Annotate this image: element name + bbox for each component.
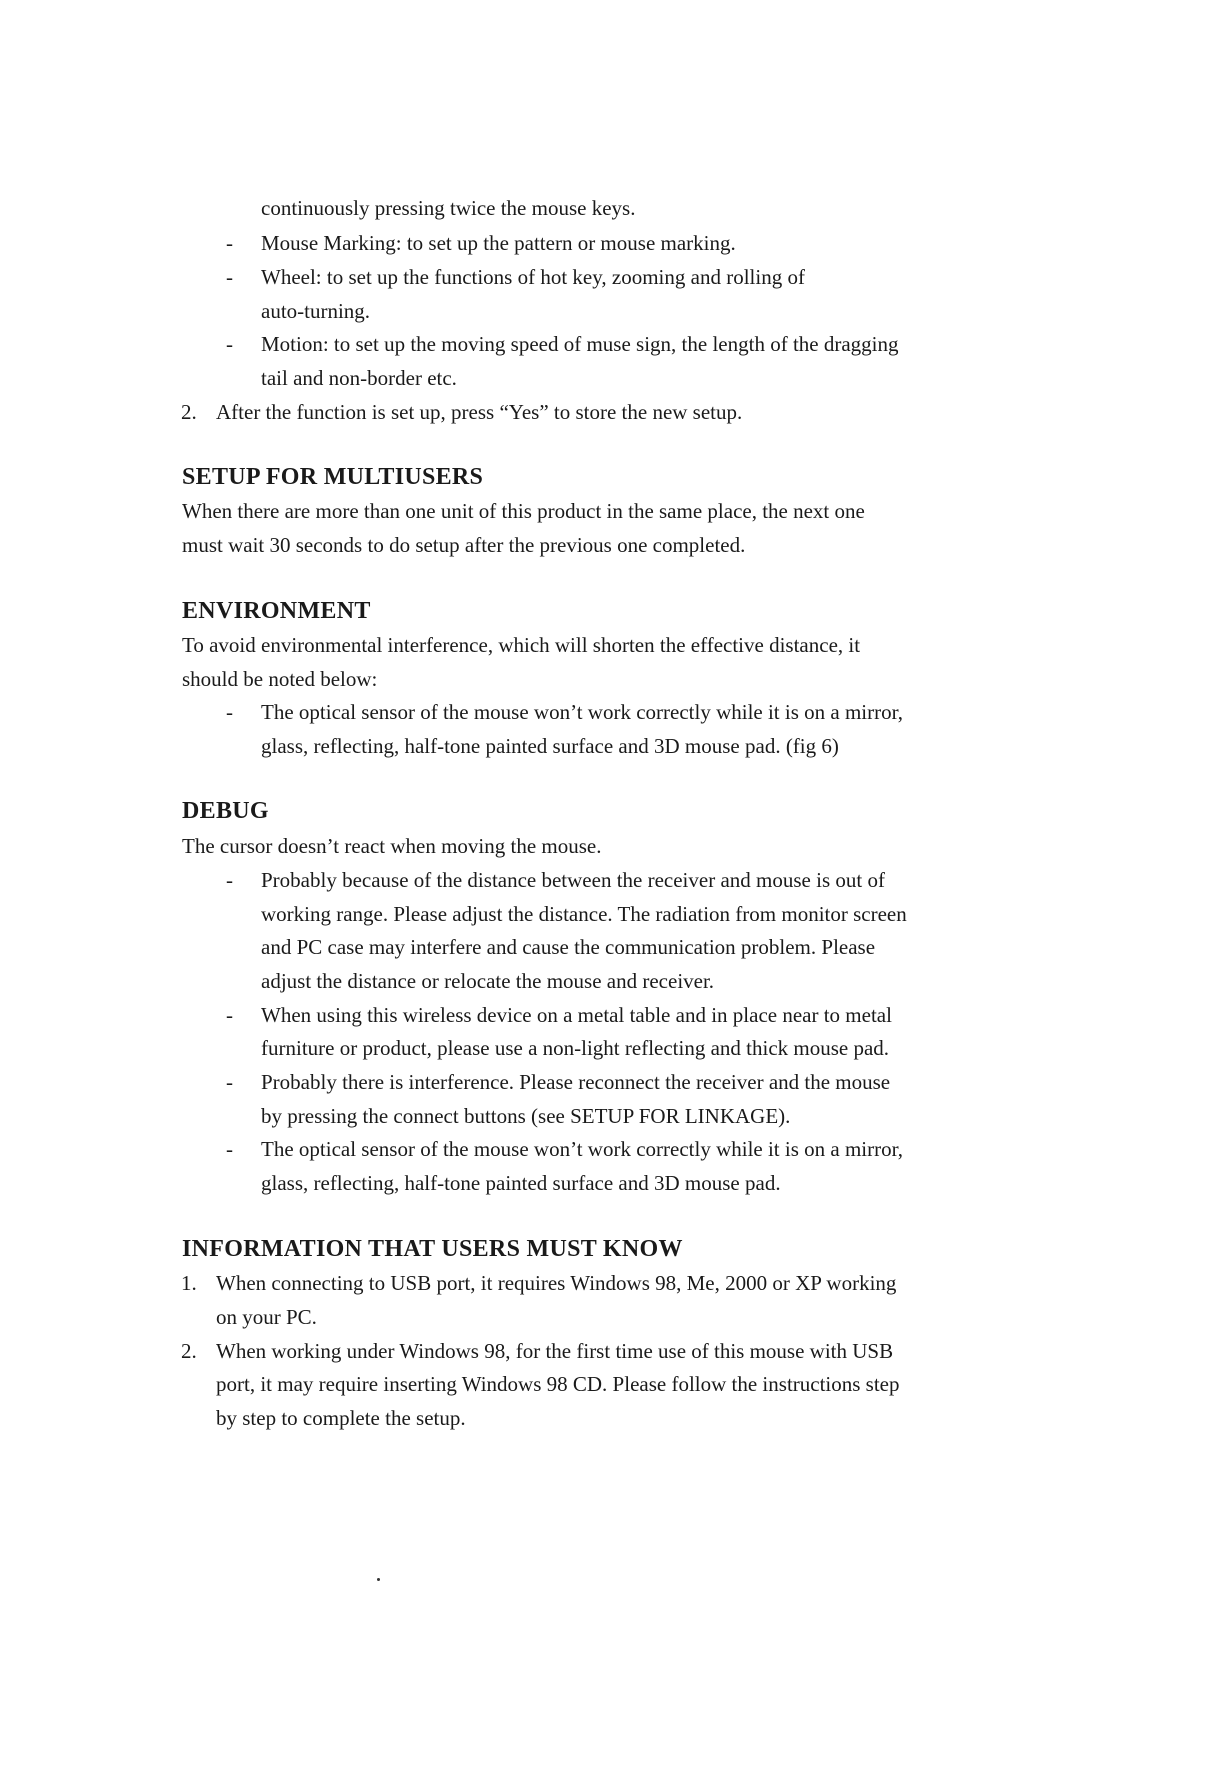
section-heading-debug: DEBUG xyxy=(182,798,269,824)
information-item-1-line-2: on your PC. xyxy=(216,1305,317,1329)
debug-bullet-3-line-1: Probably there is interference. Please reconnect the receiver and the mouse xyxy=(261,1070,891,1094)
scan-speck xyxy=(377,1578,380,1581)
information-item-1-line-1: When connecting to USB port, it requires Windows 98, Me, 2000 or XP working xyxy=(216,1271,897,1295)
debug-bullet-4-line-2: glass, reflecting, half-tone painted surface and 3D mouse pad. xyxy=(261,1171,781,1195)
information-item-1-number: 1. xyxy=(181,1271,197,1295)
section-heading-environment: ENVIRONMENT xyxy=(182,598,371,624)
debug-bullet-1-line-4: adjust the distance or relocate the mouse and receiver. xyxy=(261,969,715,993)
bullet-dash: - xyxy=(226,700,233,724)
information-item-2-line-2: port, it may require inserting Windows 98 CD. Please follow the instructions step xyxy=(216,1372,900,1396)
section-heading-multiusers: SETUP FOR MULTIUSERS xyxy=(182,464,484,490)
debug-bullet-1-line-1: Probably because of the distance between the receiver and mouse is out of xyxy=(261,868,885,892)
bullet-dash: - xyxy=(226,1003,233,1027)
information-item-2-number: 2. xyxy=(181,1339,197,1363)
intro-bullet-wheel-line-2: auto-turning. xyxy=(261,299,371,323)
bullet-dash: - xyxy=(226,1070,233,1094)
intro-bullet-wheel-line-1: Wheel: to set up the functions of hot key, zooming and rolling of xyxy=(261,265,805,289)
bullet-dash: - xyxy=(226,231,233,255)
bullet-dash: - xyxy=(226,265,233,289)
intro-bullet-mouse-marking: Mouse Marking: to set up the pattern or mouse marking. xyxy=(261,231,736,255)
intro-bullet-motion-line-1: Motion: to set up the moving speed of muse sign, the length of the dragging xyxy=(261,332,899,356)
debug-intro-text: The cursor doesn’t react when moving the mouse. xyxy=(182,834,602,858)
environment-bullet-line-1: The optical sensor of the mouse won’t work correctly while it is on a mirror, xyxy=(261,700,904,724)
debug-bullet-3-line-2: by pressing the connect buttons (see SETUP FOR LINKAGE). xyxy=(261,1104,791,1128)
debug-bullet-1-line-3: and PC case may interfere and cause the communication problem. Please xyxy=(261,935,876,959)
debug-bullet-4-line-1: The optical sensor of the mouse won’t work correctly while it is on a mirror, xyxy=(261,1137,904,1161)
intro-item-number: 2. xyxy=(181,400,197,424)
environment-text-line-2: should be noted below: xyxy=(182,667,378,691)
information-item-2-line-1: When working under Windows 98, for the first time use of this mouse with USB xyxy=(216,1339,894,1363)
intro-bullet-motion-line-2: tail and non-border etc. xyxy=(261,366,457,390)
debug-bullet-2-line-2: furniture or product, please use a non-light reflecting and thick mouse pad. xyxy=(261,1036,890,1060)
debug-bullet-1-line-2: working range. Please adjust the distance. The radiation from monitor screen xyxy=(261,902,907,926)
section-heading-information: INFORMATION THAT USERS MUST KNOW xyxy=(182,1236,683,1262)
debug-bullet-2-line-1: When using this wireless device on a metal table and in place near to metal xyxy=(261,1003,892,1027)
multiusers-text-line-1: When there are more than one unit of this product in the same place, the next one xyxy=(182,499,865,523)
multiusers-text-line-2: must wait 30 seconds to do setup after the previous one completed. xyxy=(182,533,746,557)
information-item-2-line-3: by step to complete the setup. xyxy=(216,1406,466,1430)
environment-bullet-line-2: glass, reflecting, half-tone painted surface and 3D mouse pad. (fig 6) xyxy=(261,734,839,758)
environment-text-line-1: To avoid environmental interference, which will shorten the effective distance, it xyxy=(182,633,861,657)
intro-continuation: continuously pressing twice the mouse keys. xyxy=(261,196,636,220)
bullet-dash: - xyxy=(226,1137,233,1161)
intro-item-text: After the function is set up, press “Yes” to store the new setup. xyxy=(216,400,743,424)
bullet-dash: - xyxy=(226,868,233,892)
bullet-dash: - xyxy=(226,332,233,356)
